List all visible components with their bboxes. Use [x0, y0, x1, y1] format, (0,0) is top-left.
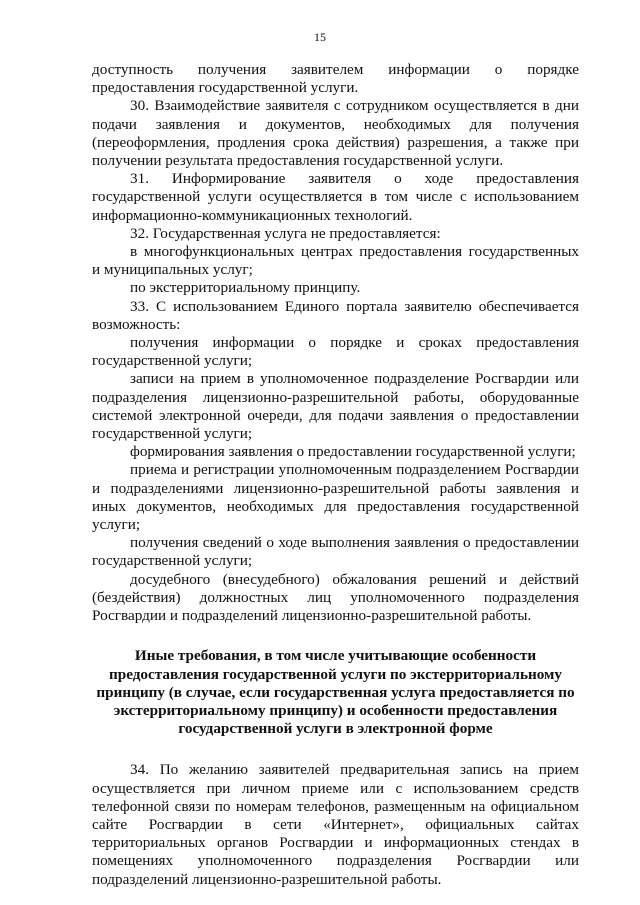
list-item: записи на прием в уполномоченное подразделение Росгвардии или подразделения лицензионно-разрешительной работы, оборудованные системой электронной очереди, для подачи заявления о предоставлении государственной услуги; — [92, 370, 579, 443]
section-heading: Иные требования, в том числе учитывающие особенности предоставления государственной услуги по экстерриториальному принципу (в случае, если государственная услуга предоставляется по экстерриториальному принципу) и особенности предоставления государственной услуги в электронной форме — [96, 647, 575, 738]
paragraph-item-34: 34. По желанию заявителей предварительная запись на прием осуществляется при личном приеме или с использованием средств телефонной связи по номерам телефонов, размещенным на официальном сайте Росгвардии в сети «Интернет», официальных сайтах территориальных органов Росгвардии и информационных стендах в помещениях уполномоченного подразделения Росгвардии или подразделений лицензионно-разрешительной работы. — [92, 761, 579, 888]
paragraph-item-30: 30. Взаимодействие заявителя с сотрудником осуществляется в дни подачи заявления и документов, необходимых для получения (переоформления, продления срока действия) разрешения, а также при получении результата предоставления государственной услуги. — [92, 97, 579, 170]
list-item: получения информации о порядке и сроках предоставления государственной услуги; — [92, 334, 579, 370]
paragraph-item-33: 33. С использованием Единого портала заявителю обеспечивается возможность: — [92, 297, 579, 333]
paragraph-item-31: 31. Информирование заявителя о ходе предоставления государственной услуги осуществляется в том числе с использованием информационно-коммуникационных технологий. — [92, 170, 579, 224]
list-item: досудебного (внесудебного) обжалования решений и действий (бездействия) должностных лиц уполномоченного подразделения Росгвардии и подразделений лицензионно-разрешительной работы. — [92, 570, 579, 625]
list-item: приема и регистрации уполномоченным подразделением Росгвардии и подразделениями лицензионно-разрешительной работы заявления и иных документов, необходимых для предоставления государственной услуги; — [92, 461, 579, 534]
paragraph-item-32: 32. Государственная услуга не предоставляется: — [130, 224, 441, 242]
list-item: получения сведений о ходе выполнения заявления о предоставлении государственной услуги; — [92, 534, 579, 570]
list-item: в многофункциональных центрах предоставления государственных и муниципальных услуг; — [92, 243, 579, 279]
document-body — [92, 61, 579, 889]
list-item: по экстерриториальному принципу. — [130, 279, 361, 297]
paragraph-continuation: доступность получения заявителем информации о порядке предоставления государственной услуги. — [92, 61, 579, 97]
list-item: формирования заявления о предоставлении государственной услуги; — [130, 443, 576, 461]
page-number: 15 — [314, 30, 326, 44]
